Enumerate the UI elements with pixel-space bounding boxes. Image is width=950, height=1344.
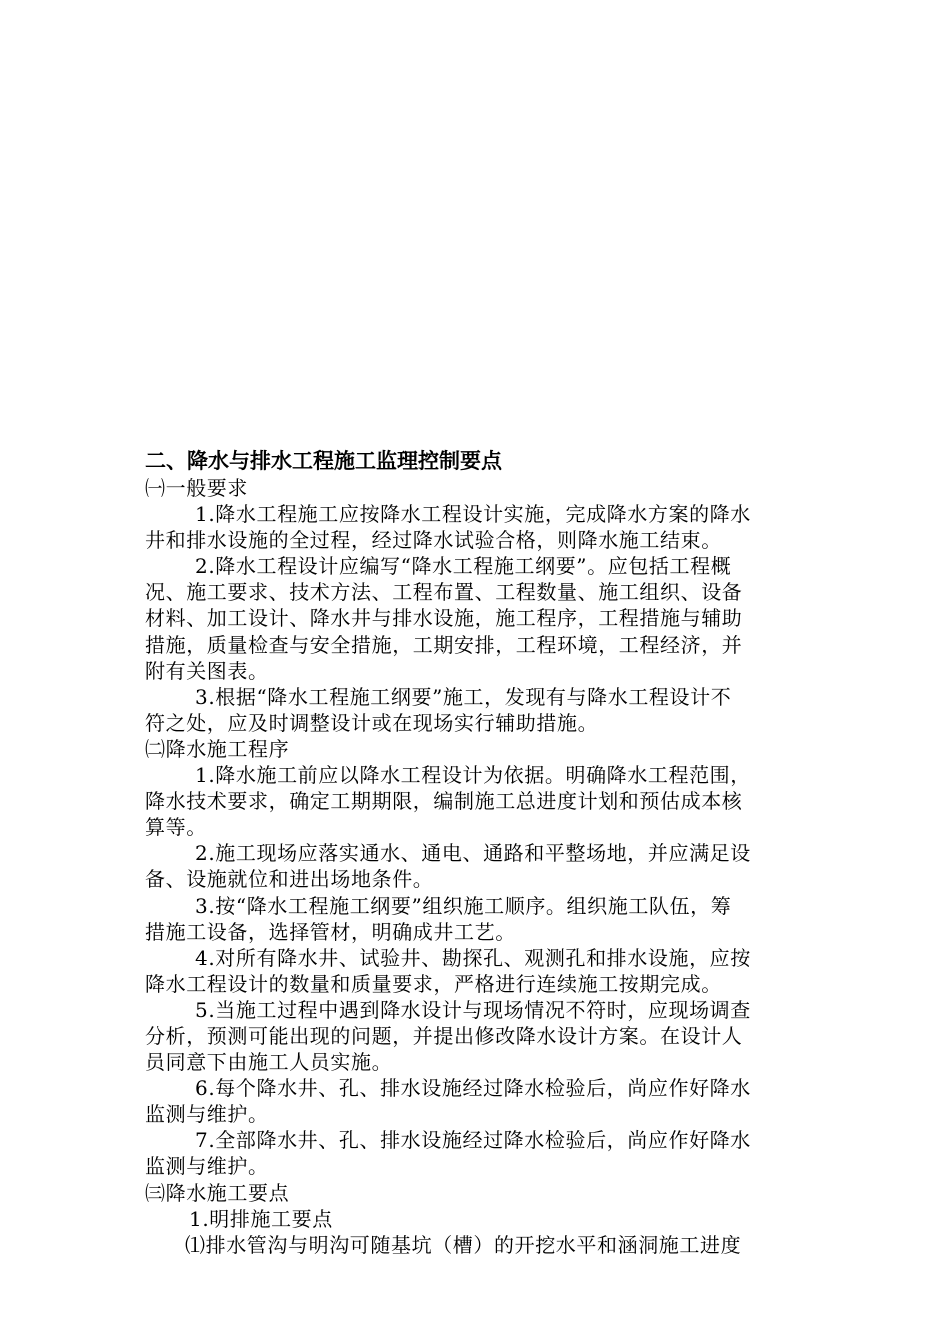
section-heading: 二、降水与排水工程施工监理控制要点 [145, 449, 502, 473]
paragraph-line: 井和排水设施的全过程，经过降水试验合格，则降水施工结束。 [145, 528, 722, 553]
paragraph-line: 算等。 [145, 815, 207, 840]
paragraph-line: 4.对所有降水井、试验井、勘探孔、观测孔和排水设施，应按 [195, 945, 751, 970]
paragraph-2-2 [145, 840, 810, 892]
paragraph-line: 备、设施就位和进出场地条件。 [145, 867, 434, 892]
list-item-line: ⑴排水管沟与明沟可随基坑（槽）的开挖水平和涵洞施工进度 [185, 1232, 742, 1257]
paragraph-line: 况、施工要求、技术方法、工程布置、工程数量、施工组织、设备 [145, 580, 743, 605]
paragraph-1-1 [145, 501, 810, 553]
paragraph-line: 措施，质量检查与安全措施，工期安排，工程环境，工程经济，并 [145, 632, 743, 657]
paragraph-line: 监测与维护。 [145, 1154, 269, 1179]
paragraph-line: 2.施工现场应落实通水、通电、通路和平整场地，并应满足设 [195, 841, 751, 866]
paragraph-1-3 [145, 684, 810, 736]
paragraph-line: 2.降水工程设计应编写“降水工程施工纲要”。应包括工程概 [195, 554, 732, 579]
paragraph-line: 员同意下由施工人员实施。 [145, 1050, 393, 1075]
paragraph-line: 5.当施工过程中遇到降水设计与现场情况不符时，应现场调查 [195, 997, 751, 1022]
paragraph-2-6 [145, 1075, 810, 1127]
paragraph-line: 降水工程设计的数量和质量要求，严格进行连续施工按期完成。 [145, 971, 722, 996]
paragraph-line: 降水技术要求，确定工期期限，编制施工总进度计划和预估成本核 [145, 789, 743, 814]
paragraph-line: 6.每个降水井、孔、排水设施经过降水检验后，尚应作好降水 [195, 1076, 751, 1101]
paragraph-line: 3.按“降水工程施工纲要”组织施工顺序。组织施工队伍，筹 [195, 893, 732, 918]
paragraph-2-5 [145, 997, 810, 1075]
paragraph-line: 7.全部降水井、孔、排水设施经过降水检验后，尚应作好降水 [195, 1128, 751, 1153]
paragraph-2-1 [145, 762, 810, 840]
subsection-title: ㈡降水施工程序 [145, 736, 290, 761]
paragraph-1-2 [145, 553, 810, 683]
paragraph-line: 分析，预测可能出现的问题，并提出修改降水设计方案。在设计人 [145, 1023, 743, 1048]
paragraph-2-7 [145, 1127, 810, 1179]
sub-subheading: 1.明排施工要点 [189, 1206, 333, 1231]
paragraph-line: 措施工设备，选择管材，明确成井工艺。 [145, 919, 516, 944]
document-body [145, 447, 810, 1258]
subsection-title: ㈢降水施工要点 [145, 1180, 290, 1205]
paragraph-2-4 [145, 945, 810, 997]
paragraph-line: 3.根据“降水工程施工纲要”施工，发现有与降水工程设计不 [195, 684, 732, 709]
paragraph-line: 符之处，应及时调整设计或在现场实行辅助措施。 [145, 710, 599, 735]
paragraph-line: 材料、加工设计、降水井与排水设施，施工程序，工程措施与辅助 [145, 606, 743, 631]
paragraph-line: 1.降水工程施工应按降水工程设计实施，完成降水方案的降水 [195, 502, 751, 527]
paragraph-line: 附有关图表。 [145, 658, 269, 683]
subsection-title: ㈠一般要求 [145, 476, 248, 500]
paragraph-2-3 [145, 893, 810, 945]
paragraph-line: 监测与维护。 [145, 1102, 269, 1127]
paragraph-line: 1.降水施工前应以降水工程设计为依据。明确降水工程范围， [195, 763, 751, 788]
